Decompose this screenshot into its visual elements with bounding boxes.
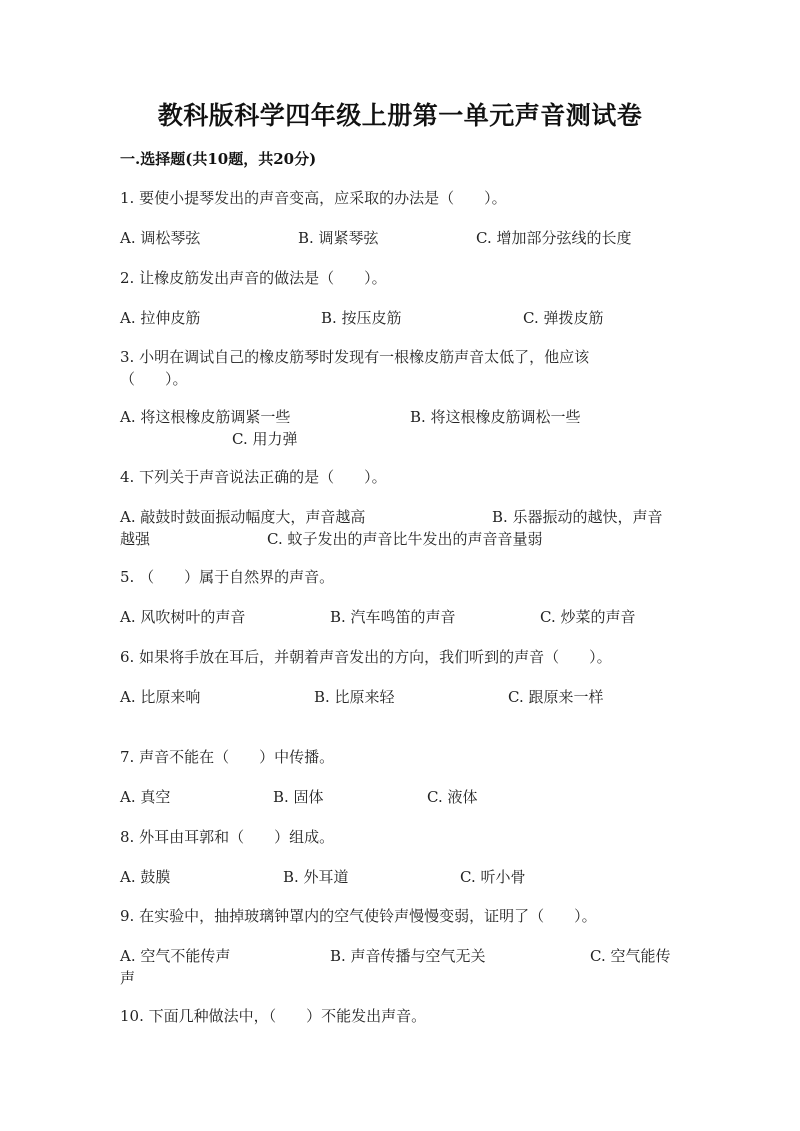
question-9-stem: 9. 在实验中，抽掉玻璃钟罩内的空气使铃声慢慢变弱，证明了（ ）。 bbox=[120, 907, 597, 925]
question-7-option-c: C. 液体 bbox=[427, 788, 478, 806]
question-8-option-c: C. 听小骨 bbox=[460, 868, 526, 886]
question-10-stem: 10. 下面几种做法中，（ ）不能发出声音。 bbox=[120, 1007, 427, 1025]
question-9-option-a: A. 空气不能传声 bbox=[120, 947, 231, 965]
question-7-option-a: A. 真空 bbox=[120, 788, 171, 806]
question-2-option-b: B. 按压皮筋 bbox=[321, 309, 402, 327]
question-7-stem: 7. 声音不能在（ ）中传播。 bbox=[120, 748, 335, 766]
question-6-stem: 6. 如果将手放在耳后，并朝着声音发出的方向，我们听到的声音（ ）。 bbox=[120, 648, 612, 666]
question-1-stem: 1. 要使小提琴发出的声音变高，应采取的办法是（ ）。 bbox=[120, 189, 507, 207]
question-4-stem: 4. 下列关于声音说法正确的是（ ）。 bbox=[120, 468, 387, 486]
question-1-option-c: C. 增加部分弦线的长度 bbox=[476, 229, 632, 247]
question-3-option-c: C. 用力弹 bbox=[232, 430, 298, 448]
question-5-stem: 5. （ ）属于自然界的声音。 bbox=[120, 568, 335, 586]
question-6-option-c: C. 跟原来一样 bbox=[508, 688, 604, 706]
question-6-option-a: A. 比原来响 bbox=[120, 688, 201, 706]
question-4-option-b-continued: 越强 bbox=[120, 530, 151, 548]
question-6-option-b: B. 比原来轻 bbox=[314, 688, 395, 706]
question-3-stem-continued: （ ）。 bbox=[120, 370, 188, 388]
question-5-option-a: A. 风吹树叶的声音 bbox=[120, 608, 246, 626]
question-4-option-a: A. 敲鼓时鼓面振动幅度大，声音越高 bbox=[120, 508, 366, 526]
question-9-option-c: C. 空气能传 bbox=[590, 947, 671, 965]
question-2-stem: 2. 让橡皮筋发出声音的做法是（ ）。 bbox=[120, 269, 387, 287]
question-3-option-b: B. 将这根橡皮筋调松一些 bbox=[410, 408, 581, 426]
question-7-option-b: B. 固体 bbox=[273, 788, 324, 806]
question-1-option-b: B. 调紧琴弦 bbox=[298, 229, 379, 247]
question-9-option-b: B. 声音传播与空气无关 bbox=[330, 947, 486, 965]
question-9-option-c-continued: 声 bbox=[120, 969, 136, 987]
question-4-option-c: C. 蚊子发出的声音比牛发出的声音音量弱 bbox=[267, 530, 543, 548]
question-8-stem: 8. 外耳由耳郭和（ ）组成。 bbox=[120, 828, 335, 846]
question-2-option-a: A. 拉伸皮筋 bbox=[120, 309, 201, 327]
question-1-option-a: A. 调松琴弦 bbox=[120, 229, 201, 247]
question-8-option-a: A. 鼓膜 bbox=[120, 868, 171, 886]
page-title: 教科版科学四年级上册第一单元声音测试卷 bbox=[157, 101, 643, 130]
question-2-option-c: C. 弹拨皮筋 bbox=[523, 309, 604, 327]
question-3-stem: 3. 小明在调试自己的橡皮筋琴时发现有一根橡皮筋声音太低了，他应该 bbox=[120, 348, 590, 366]
question-4-option-b: B. 乐器振动的越快，声音 bbox=[492, 508, 663, 526]
question-5-option-b: B. 汽车鸣笛的声音 bbox=[330, 608, 456, 626]
section-title: 一.选择题(共10题，共20分) bbox=[120, 150, 317, 168]
question-8-option-b: B. 外耳道 bbox=[283, 868, 349, 886]
question-3-option-a: A. 将这根橡皮筋调紧一些 bbox=[120, 408, 291, 426]
question-5-option-c: C. 炒菜的声音 bbox=[540, 608, 636, 626]
